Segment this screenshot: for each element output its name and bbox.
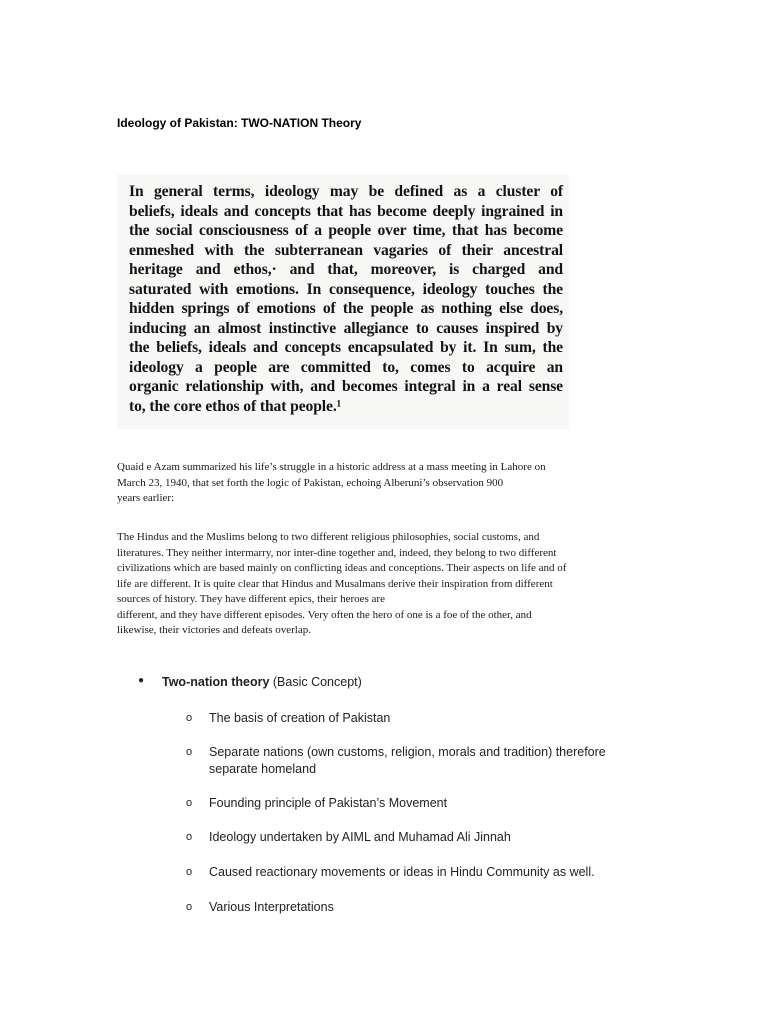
- sub-item-text: Separate nations (own customs, religion, morals and tradition) therefore separate homeland: [209, 745, 606, 776]
- quote-line: saturated with emotions. In consequence, ideology touches the: [129, 280, 563, 298]
- page-title: Ideology of Pakistan: TWO-NATION Theory: [117, 116, 362, 130]
- paragraph-line: Quaid e Azam summarized his life’s struggle in a historic address at a mass meeting in Lahore on: [117, 461, 546, 473]
- sub-item-text: Caused reactionary movements or ideas in Hindu Community as well.: [209, 865, 595, 879]
- quote-line: organic relationship with, and becomes integral in a real sense: [129, 378, 563, 395]
- sub-bullet-icon: o: [186, 746, 193, 758]
- sub-item-text: Various Interpretations: [209, 900, 334, 914]
- quote-line: hidden springs of emotions of the people as nothing else does,: [129, 300, 563, 317]
- sub-item-text: Ideology undertaken by AIML and Muhamad Ali Jinnah: [209, 830, 511, 844]
- quote-line: to, the core ethos of that people.¹: [129, 397, 342, 415]
- sub-item-text: Founding principle of Pakistan’s Movement: [209, 796, 448, 810]
- paragraph-line: civilizations which are based mainly on conflicting ideas and conceptions. Their aspects on life and of: [117, 562, 567, 574]
- quote-line: ideology a people are committed to, comes to acquire an: [129, 358, 563, 376]
- paragraph-line: different, and they have different episodes. Very often the hero of one is a foe of the other, and: [117, 608, 532, 621]
- quote-line: beliefs, ideals and concepts that has become deeply ingrained in: [129, 202, 563, 220]
- sub-bullet-icon: o: [186, 797, 193, 809]
- sub-bullet-icon: o: [186, 901, 193, 913]
- quote-line: enmeshed with the subterranean vagaries of their ancestral: [129, 241, 563, 259]
- bullet-heading: Two-nation theory: [162, 675, 270, 689]
- bullet-dot-icon: ●: [138, 675, 145, 686]
- paragraph-line: sources of history. They have different epics, their heroes are: [117, 593, 385, 605]
- sub-bullet-icon: o: [186, 866, 193, 878]
- bullet-subtitle: (Basic Concept): [269, 675, 362, 689]
- quote-line: heritage and ethos,· and that, moreover, is charged and: [129, 261, 563, 278]
- quote-line: the beliefs, ideals and concepts encapsulated by it. In sum, the: [129, 339, 563, 356]
- paragraph-line: years earlier:: [117, 492, 175, 504]
- paragraph-line: March 23, 1940, that set forth the logic of Pakistan, echoing Alberuni’s observation 900: [117, 476, 504, 489]
- sub-item-text: The basis of creation of Pakistan: [209, 711, 391, 725]
- sub-bullet-icon: o: [186, 712, 193, 724]
- quote-line: inducing an almost instinctive allegiance to causes inspired by: [129, 319, 563, 337]
- paragraph-line: literatures. They neither intermarry, nor inter-dine together and, indeed, they belong to two different: [117, 546, 557, 559]
- paragraph-line: life are different. It is quite clear that Hindus and Musalmans derive their inspiration from different: [117, 577, 553, 590]
- sub-bullet-icon: o: [186, 831, 193, 843]
- paragraph-line: likewise, their victories and defeats overlap.: [117, 624, 311, 636]
- paragraph-line: The Hindus and the Muslims belong to two different religious philosophies, social customs, and: [117, 531, 540, 543]
- quote-line: In general terms, ideology may be defined as a cluster of: [129, 183, 563, 200]
- quote-line: the social consciousness of a people over time, that has become: [129, 222, 563, 239]
